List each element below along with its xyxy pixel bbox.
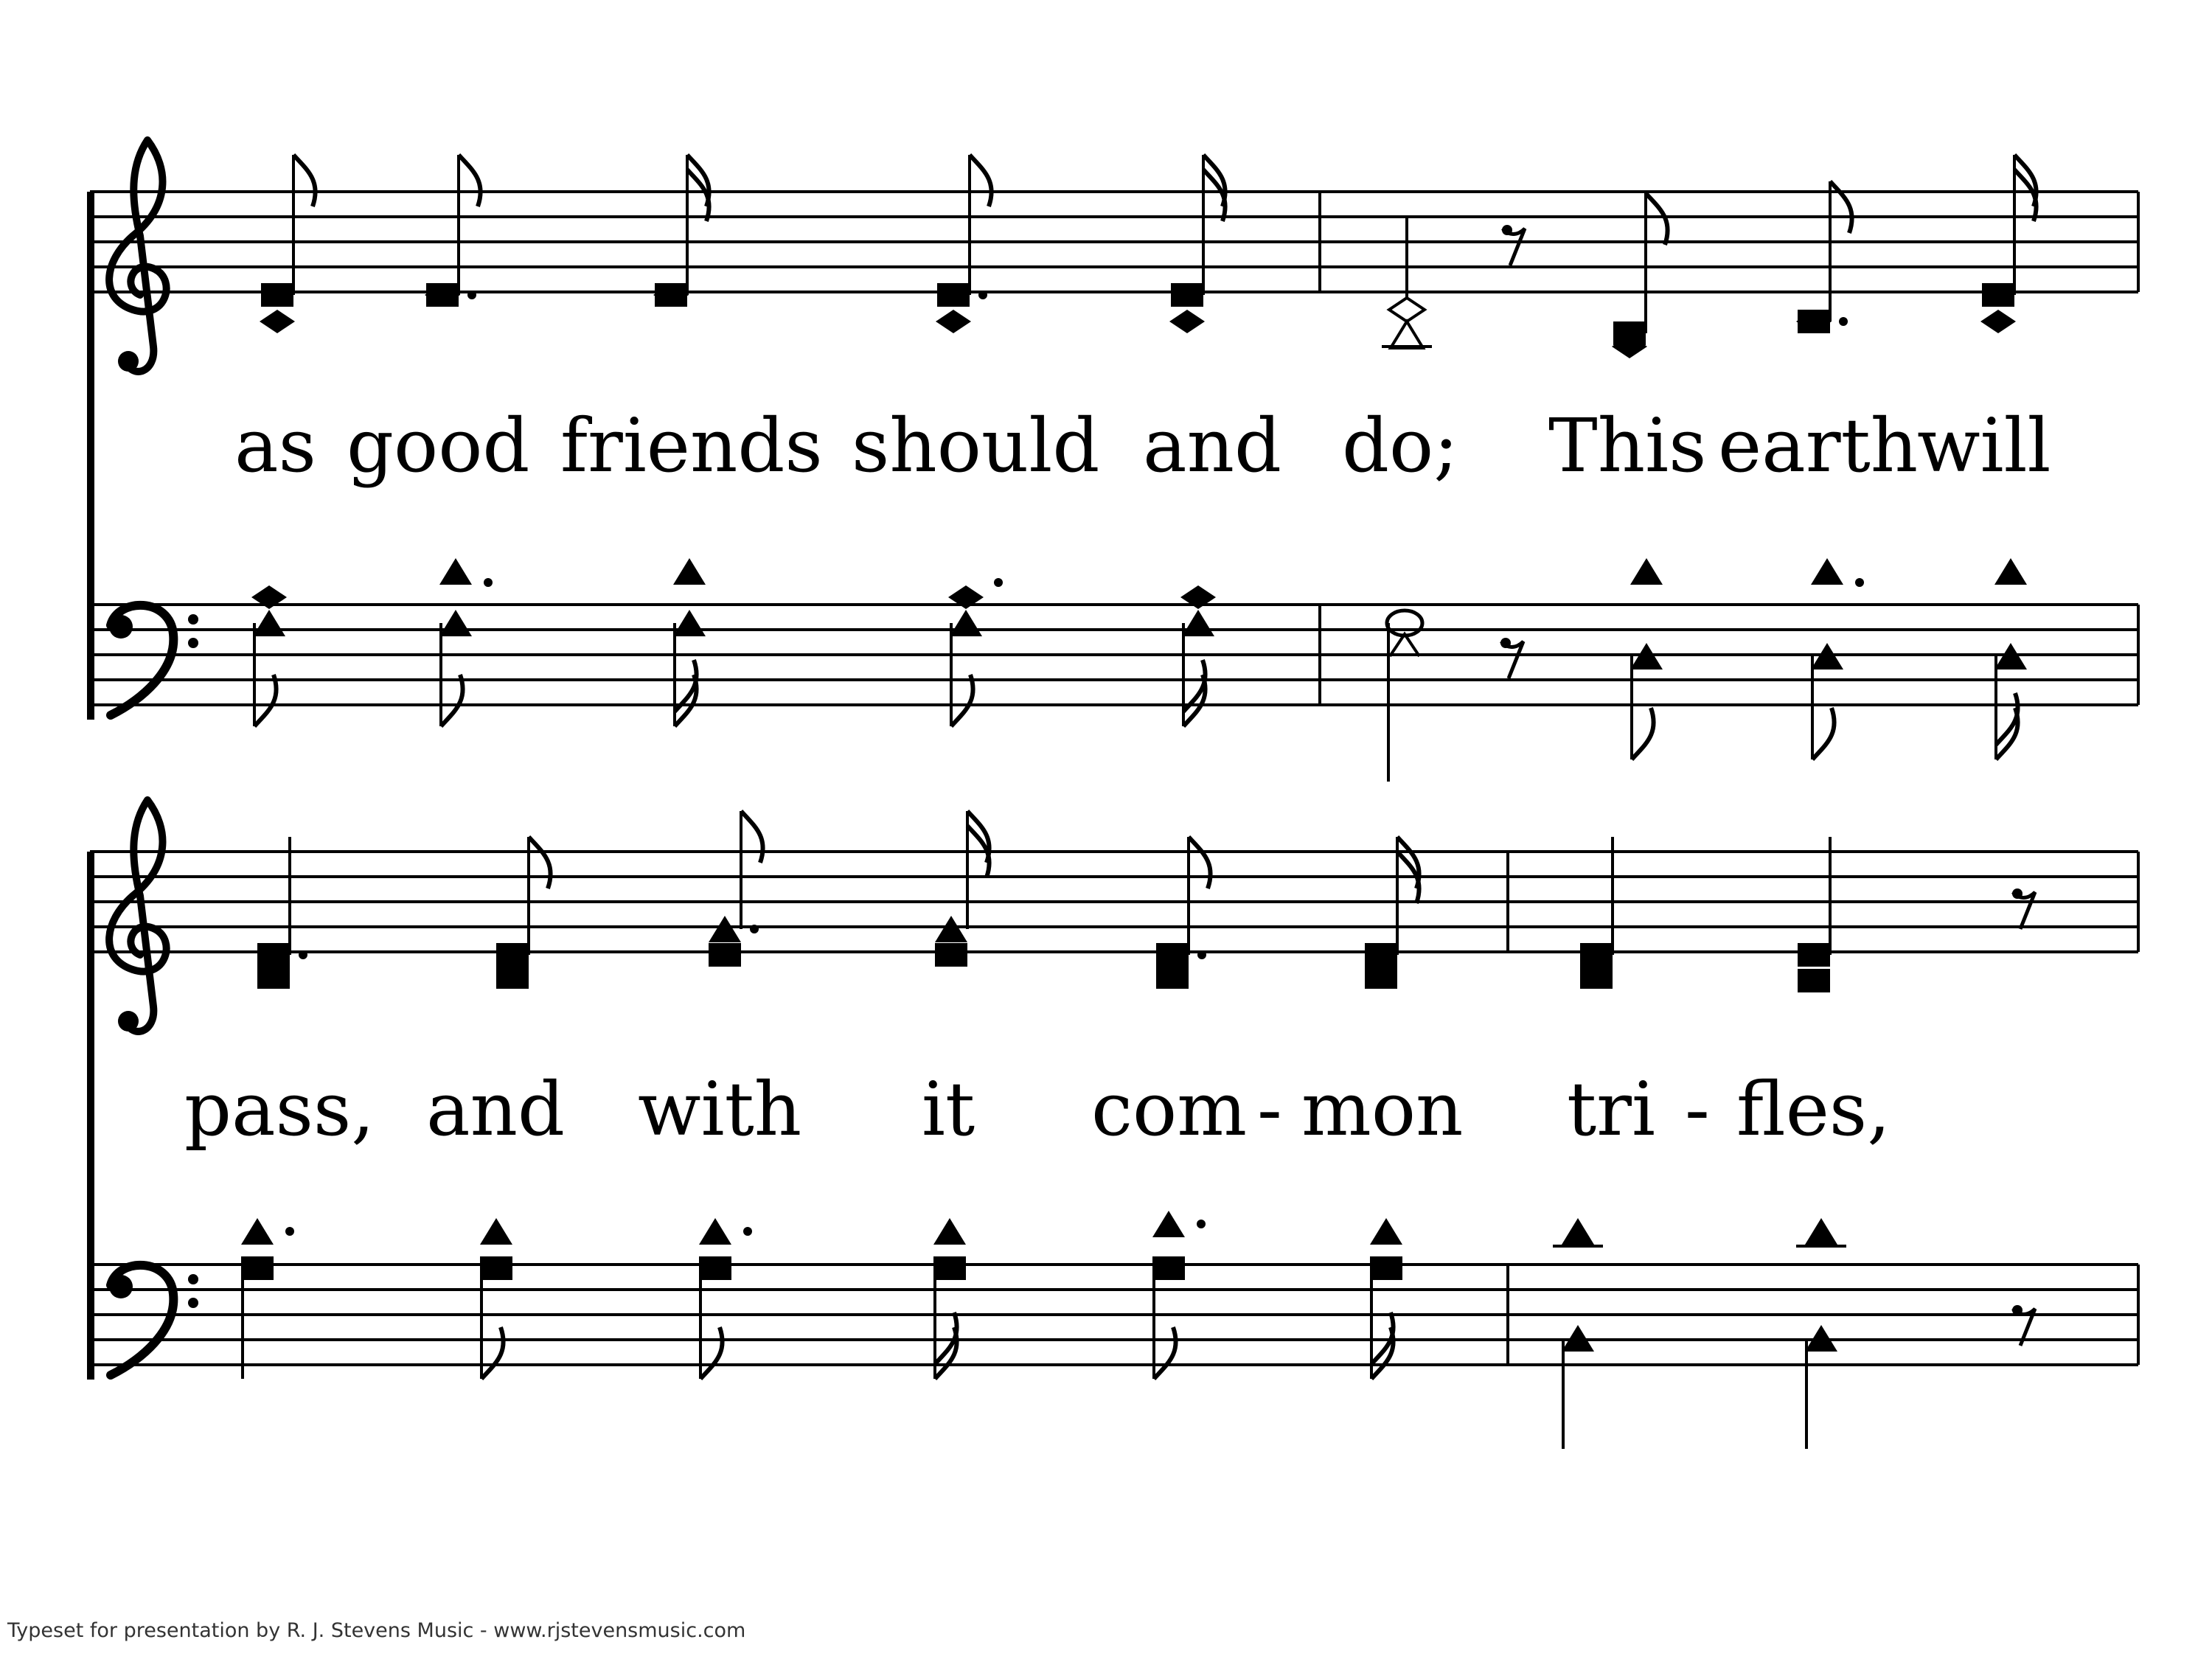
note-flag <box>441 675 463 726</box>
note-flag <box>459 155 481 206</box>
note-head <box>1171 283 1203 307</box>
note-head <box>439 558 472 585</box>
augmentation-dot <box>1197 1220 1206 1228</box>
lyric-syllable: and <box>1143 403 1282 489</box>
note-head <box>1562 1218 1594 1245</box>
note-head <box>439 610 472 636</box>
eighth-rest-dot <box>2012 1305 2023 1315</box>
augmentation-dot <box>299 950 307 959</box>
note-flag <box>951 675 973 726</box>
note-head <box>709 916 741 942</box>
note-flag <box>1830 181 1852 233</box>
lyric-syllable: friends <box>560 403 823 489</box>
lyric-hyphen: - <box>1685 1066 1710 1152</box>
note-flag <box>293 155 316 206</box>
note-head <box>933 1218 966 1245</box>
note-head <box>241 1256 274 1280</box>
eighth-rest-dot <box>2012 888 2023 899</box>
lyric-syllable: it <box>922 1066 975 1152</box>
eighth-rest-dot <box>1502 225 1512 235</box>
footer-credit: Typeset for presentation by R. J. Stevens Music - www.rjstevensmusic.com <box>7 1619 746 1642</box>
note-flag <box>1632 708 1654 759</box>
lyric-syllable: do; <box>1342 403 1458 489</box>
lyric-syllable: tri <box>1567 1066 1655 1152</box>
notes <box>241 155 2037 1449</box>
note-flag <box>741 811 763 863</box>
lyric-syllable: fles, <box>1736 1066 1891 1152</box>
note-head <box>935 943 967 967</box>
note-head <box>1365 943 1397 967</box>
note-head <box>1994 558 2027 585</box>
note-head <box>1580 943 1613 967</box>
note-head <box>253 610 285 636</box>
note-head-open <box>1391 321 1423 348</box>
note-head <box>496 943 529 967</box>
lyric-syllable: good <box>347 403 530 489</box>
lyric-hyphen: - <box>1257 1066 1282 1152</box>
note-head <box>1980 310 2016 333</box>
note-head <box>673 610 706 636</box>
lyric-syllable: This <box>1548 403 1707 489</box>
note-flag <box>1189 837 1211 888</box>
note-head <box>935 916 967 942</box>
note-flag <box>254 675 276 726</box>
note-head <box>1182 610 1214 636</box>
note-head <box>1630 558 1663 585</box>
note-head <box>480 1218 512 1245</box>
note-flag <box>481 1327 504 1379</box>
augmentation-dot <box>750 925 759 933</box>
lyric-syllable: earth <box>1718 403 1919 489</box>
note-head-open <box>1389 298 1425 321</box>
augmentation-dot <box>994 578 1003 587</box>
note-head <box>936 310 971 333</box>
augmentation-dot <box>1839 317 1848 326</box>
note-head <box>1580 965 1613 989</box>
note-head <box>257 943 290 967</box>
note-head <box>673 558 706 585</box>
eighth-rest-dot <box>1500 638 1511 648</box>
lyric-syllable: will <box>1917 403 2051 489</box>
note-head <box>496 965 529 989</box>
augmentation-dot <box>978 291 987 299</box>
note-head <box>257 965 290 989</box>
augmentation-dot <box>484 578 493 587</box>
lyric-syllable: with <box>638 1066 802 1152</box>
system-bracket <box>87 852 94 1380</box>
note-head <box>1152 1211 1185 1237</box>
staff-lines <box>90 192 2138 1365</box>
note-head <box>699 1218 731 1245</box>
note-head <box>709 943 741 967</box>
lyric-syllable: should <box>852 403 1100 489</box>
lyric-syllable: and <box>426 1066 566 1152</box>
note-head <box>260 310 295 333</box>
note-flag <box>1154 1327 1176 1379</box>
note-flag <box>529 837 551 888</box>
note-head <box>1152 1256 1185 1280</box>
augmentation-dot <box>467 291 476 299</box>
augmentation-dot <box>743 1227 752 1236</box>
lyric-syllable: pass, <box>184 1066 375 1152</box>
note-head <box>1370 1218 1402 1245</box>
lyric-syllable: mon <box>1301 1066 1464 1152</box>
note-head <box>480 1256 512 1280</box>
bass-clef-icon <box>109 1265 198 1375</box>
note-head <box>1370 1256 1402 1280</box>
note-head <box>241 1218 274 1245</box>
augmentation-dot <box>1855 578 1864 587</box>
note-head <box>1982 283 2014 307</box>
note-head <box>1156 943 1189 967</box>
note-head <box>937 283 970 307</box>
system-bracket <box>87 192 94 720</box>
note-head <box>1805 1218 1837 1245</box>
treble-clef-icon <box>109 800 167 1032</box>
note-flag <box>1646 193 1668 245</box>
note-head <box>1798 969 1830 992</box>
note-head <box>699 1256 731 1280</box>
note-flag <box>700 1327 723 1379</box>
note-head <box>261 283 293 307</box>
barlines <box>87 192 2138 1380</box>
clefs <box>109 140 198 1375</box>
bass-clef-icon <box>109 605 198 715</box>
lyric-syllable: com <box>1091 1066 1248 1152</box>
note-head <box>933 1256 966 1280</box>
augmentation-dot <box>1197 950 1206 959</box>
note-head <box>950 610 982 636</box>
note-head <box>1811 558 1843 585</box>
lyric-syllable: as <box>234 403 316 489</box>
note-head <box>1365 965 1397 989</box>
augmentation-dot <box>285 1227 294 1236</box>
treble-clef-icon <box>109 140 167 372</box>
note-head <box>1169 310 1205 333</box>
note-head <box>1156 965 1189 989</box>
note-head <box>1798 943 1830 967</box>
note-flag <box>1812 708 1834 759</box>
note-flag <box>970 155 992 206</box>
